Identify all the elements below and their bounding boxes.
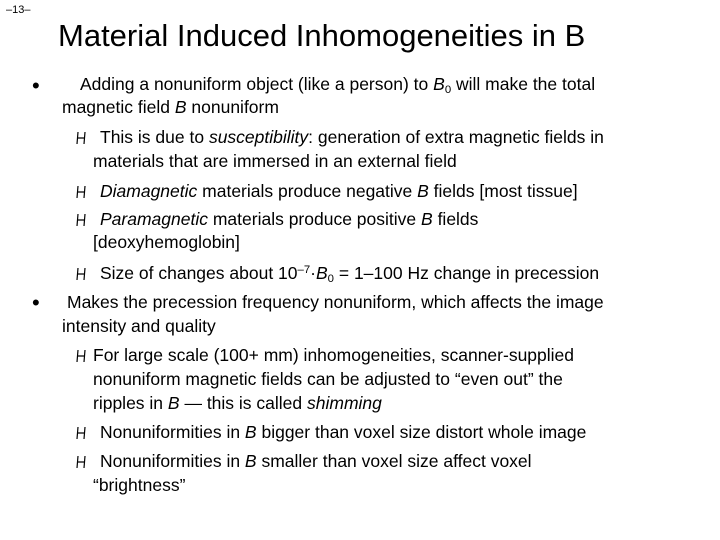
- sub-1-3-line-1: Paramagnetic materials produce positive B fields: [100, 209, 479, 229]
- sub-bullet-icon: [74, 208, 88, 230]
- sub-bullet-icon: [74, 180, 88, 202]
- sub-2-2-line-1: Nonuniformities in B bigger than voxel size distort whole image: [100, 422, 587, 442]
- sub-bullet-icon: [74, 421, 88, 443]
- slide-title: Material Induced Inhomogeneities in B: [58, 18, 586, 53]
- sub-1-2-line-1: Diamagnetic materials produce negative B fields [most tissue]: [100, 181, 578, 201]
- sub-bullet-icon: [74, 344, 88, 366]
- bullet-1-line-1: Adding a nonuniform object (like a person) to $B_0$ will make the total: [80, 74, 596, 96]
- sub-2-1-line-2: nonuniform magnetic fields can be adjusted to “even out” the: [93, 369, 563, 389]
- bullet-1-line-2: magnetic field B nonuniform: [62, 97, 279, 117]
- sub-2-3-line-1: Nonuniformities in B smaller than voxel size affect voxel: [100, 451, 532, 471]
- bullet-dot: •: [32, 290, 40, 315]
- bullet-2-line-1: Makes the precession frequency nonuniform, which affects the image: [67, 292, 604, 312]
- sub-bullet-icon: [74, 450, 88, 472]
- sub-bullet-icon: [74, 262, 88, 284]
- sub-1-3-line-2: [deoxyhemoglobin]: [93, 232, 240, 252]
- sub-2-1-line-3: ripples in B — this is called shimming: [93, 393, 382, 413]
- sub-1-1-line-2: materials that are immersed in an external field: [93, 151, 457, 171]
- bullet-2-line-2: intensity and quality: [62, 316, 216, 336]
- sub-bullet-icon: [74, 126, 88, 148]
- sub-1-1-line-1: This is due to susceptibility: generation of extra magnetic fields in: [100, 127, 604, 147]
- sub-2-3-line-2: “brightness”: [93, 475, 186, 495]
- sub-1-4-line-1: Size of changes about $10^{-7}\cdot B_0 = 1-100$ Hz change in precession: [100, 263, 600, 285]
- page-number: –13–: [6, 4, 31, 16]
- bullet-dot: •: [32, 73, 40, 98]
- sub-2-1-line-1: For large scale (100+ mm) inhomogeneities, scanner-supplied: [93, 345, 575, 365]
